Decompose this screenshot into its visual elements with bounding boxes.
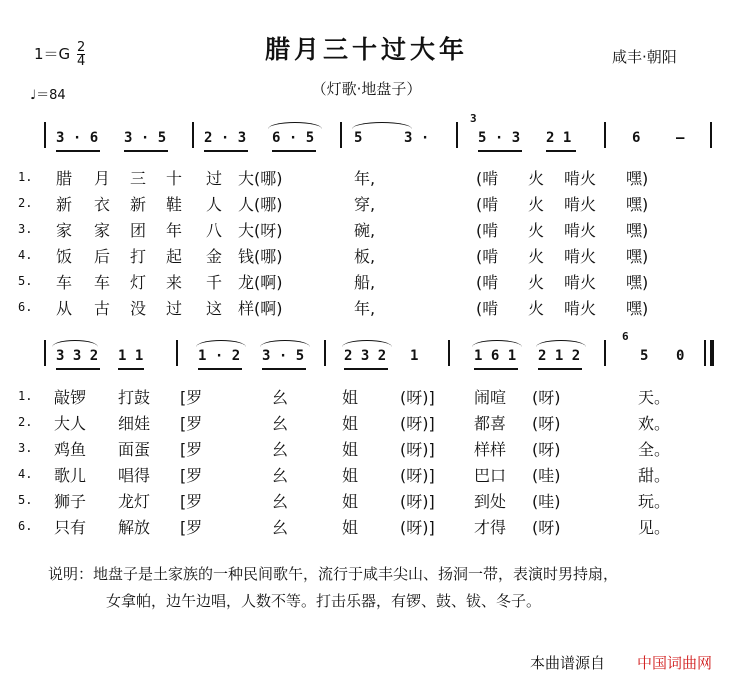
note-group: 3 3 2	[56, 348, 99, 364]
page-title: 腊月三十过大年	[264, 35, 468, 64]
time-top: 2	[76, 40, 86, 55]
lyric: (呀)]	[400, 466, 435, 485]
note-group: 2 1	[546, 130, 572, 146]
lyric: 新	[130, 195, 147, 214]
grace-note: 3	[470, 112, 477, 125]
lyric: (呀)	[532, 414, 561, 433]
slur	[536, 340, 586, 347]
lyric: 啃火	[564, 247, 597, 266]
note-group: 2 1 2	[538, 348, 581, 364]
verse-number: 4.	[18, 467, 33, 481]
lyric: (呀)]	[400, 388, 435, 407]
verse-number: 3.	[18, 441, 33, 455]
lyric: 细娃	[118, 414, 151, 433]
lyric: 腊	[56, 169, 73, 188]
lyric: 样(啊)	[238, 299, 283, 318]
lyric: 团	[130, 221, 147, 240]
lyric: 船,	[354, 273, 376, 292]
lyric: 从	[56, 299, 73, 318]
lyric: 年,	[354, 169, 376, 188]
note-group: 1 · 2	[198, 348, 241, 364]
beam	[118, 368, 144, 370]
lyric: 钱(哪)	[238, 247, 283, 266]
lyric: 年,	[354, 299, 376, 318]
lyric: 姐	[342, 440, 359, 459]
lyric: 龙(啊)	[238, 273, 283, 292]
slur	[472, 340, 522, 347]
lyric: 火	[528, 273, 545, 292]
lyric: 幺	[272, 492, 289, 511]
lyric: (啃	[476, 299, 499, 318]
beam	[204, 150, 248, 152]
lyric: 姐	[342, 518, 359, 537]
explanation-line-2: 女拿帕，边午边唱，人数不等。打击乐器，有锣、鼓、钹、冬子。	[106, 592, 542, 610]
lyric: (呀)]	[400, 518, 435, 537]
lyric: [罗	[180, 492, 203, 511]
lyric: 火	[528, 221, 545, 240]
barline	[340, 122, 342, 148]
lyric: [罗	[180, 414, 203, 433]
lyric: (啃	[476, 221, 499, 240]
lyric: (呀)]	[400, 414, 435, 433]
key-signature	[34, 41, 85, 68]
lyric: 姐	[342, 466, 359, 485]
note-group: 1 6 1	[474, 348, 517, 364]
beam	[198, 368, 242, 370]
lyric: 火	[528, 299, 545, 318]
lyric: 板,	[354, 247, 376, 266]
lyric: 火	[528, 247, 545, 266]
note-group: 5	[640, 348, 649, 364]
lyric: 姐	[342, 388, 359, 407]
lyric: 灯	[130, 273, 147, 292]
lyric: 啃火	[564, 195, 597, 214]
lyric: (哇)	[532, 492, 561, 511]
lyric: (哇)	[532, 466, 561, 485]
lyric: 新	[56, 195, 73, 214]
lyric: 千	[206, 273, 223, 292]
lyric: 幺	[272, 414, 289, 433]
barline	[710, 122, 712, 148]
note-group: 3 · 5	[124, 130, 167, 146]
lyric: 幺	[272, 466, 289, 485]
verse-number: 1.	[18, 170, 33, 184]
beam	[538, 368, 582, 370]
lyric: [罗	[180, 466, 203, 485]
tie	[352, 122, 412, 129]
verse-number: 3.	[18, 222, 33, 236]
slur	[196, 340, 246, 347]
grace-note: 6	[622, 330, 629, 343]
lyric: 啃火	[564, 221, 597, 240]
lyric: (呀)	[532, 388, 561, 407]
lyric: 歌儿	[54, 466, 87, 485]
barline	[44, 122, 46, 148]
lyric: 欢。	[638, 414, 671, 433]
lyric: 嘿)	[626, 169, 649, 188]
lyric: 啃火	[564, 273, 597, 292]
note-group: 2 · 3	[204, 130, 247, 146]
lyric: 样样	[474, 440, 507, 459]
lyric: 三	[130, 169, 147, 188]
lyric: 只有	[54, 518, 87, 537]
lyric: 到处	[474, 492, 507, 511]
verse-number: 6.	[18, 519, 33, 533]
credit: 咸丰·朝阳	[612, 48, 677, 66]
note-group: 1 1	[118, 348, 144, 364]
lyric: 人	[206, 195, 223, 214]
verse-number: 2.	[18, 415, 33, 429]
lyric: (呀)	[532, 518, 561, 537]
note-group: 5	[354, 130, 363, 146]
subtitle: （灯歌·地盘子）	[311, 80, 422, 98]
lyric: 打鼓	[118, 388, 151, 407]
note-group: 3 · 5	[262, 348, 305, 364]
lyric: 这	[206, 299, 223, 318]
lyric: 幺	[272, 440, 289, 459]
lyric: (呀)]	[400, 440, 435, 459]
lyric: 家	[94, 221, 111, 240]
source-link[interactable]: 中国词曲网	[637, 654, 713, 672]
barline	[704, 340, 706, 366]
beam	[272, 150, 316, 152]
note-group: 0	[676, 348, 685, 364]
barline	[324, 340, 326, 366]
verse-number: 4.	[18, 248, 33, 262]
lyric: 唱得	[118, 466, 151, 485]
lyric: 玩。	[638, 492, 671, 511]
note-group: 2 3 2	[344, 348, 387, 364]
lyric: 饭	[56, 247, 73, 266]
lyric: 见。	[638, 518, 671, 537]
note-group: 1	[410, 348, 419, 364]
lyric: 解放	[118, 518, 151, 537]
lyric: (啃	[476, 247, 499, 266]
beam	[262, 368, 306, 370]
lyric: 过	[166, 299, 183, 318]
slur	[342, 340, 392, 347]
lyric: 幺	[272, 518, 289, 537]
lyric: 嘿)	[626, 195, 649, 214]
slur	[268, 122, 322, 129]
lyric: 家	[56, 221, 73, 240]
tempo-mark: ♩＝84	[30, 88, 66, 103]
lyric: 古	[94, 299, 111, 318]
source-label: 本曲谱源自	[530, 654, 606, 672]
lyric: 面蛋	[118, 440, 151, 459]
lyric: 全。	[638, 440, 671, 459]
lyric: 碗,	[354, 221, 376, 240]
note-group: 3 ·	[404, 130, 430, 146]
barline	[604, 340, 606, 366]
lyric: 狮子	[54, 492, 87, 511]
beam	[124, 150, 168, 152]
lyric: 车	[56, 273, 73, 292]
slur	[52, 340, 98, 347]
final-barline	[710, 340, 714, 366]
lyric: (呀)]	[400, 492, 435, 511]
lyric: 嘿)	[626, 247, 649, 266]
barline	[604, 122, 606, 148]
lyric: 才得	[474, 518, 507, 537]
slur	[260, 340, 310, 347]
lyric: 过	[206, 169, 223, 188]
lyric: 来	[166, 273, 183, 292]
lyric: 起	[166, 247, 183, 266]
lyric: [罗	[180, 388, 203, 407]
lyric: 幺	[272, 388, 289, 407]
lyric: 十	[166, 169, 183, 188]
beam	[478, 150, 522, 152]
beam	[546, 150, 576, 152]
lyric: 月	[94, 169, 111, 188]
lyric: [罗	[180, 518, 203, 537]
lyric: 火	[528, 195, 545, 214]
verse-number: 5.	[18, 274, 33, 288]
key-label: 1＝G	[34, 45, 71, 63]
lyric: 龙灯	[118, 492, 151, 511]
lyric: 啃火	[564, 299, 597, 318]
note-group: 5 · 3	[478, 130, 521, 146]
lyric: (啃	[476, 273, 499, 292]
barline	[448, 340, 450, 366]
lyric: 姐	[342, 492, 359, 511]
lyric: 闹喧	[474, 388, 507, 407]
lyric: 甜。	[638, 466, 671, 485]
lyric: 大(哪)	[238, 169, 283, 188]
verse-number: 2.	[18, 196, 33, 210]
beam	[344, 368, 388, 370]
time-bottom: 4	[76, 54, 86, 69]
verse-number: 1.	[18, 389, 33, 403]
lyric: 年	[166, 221, 183, 240]
verse-number: 6.	[18, 300, 33, 314]
lyric: 天。	[638, 388, 671, 407]
note-group: 3 · 6	[56, 130, 99, 146]
lyric: (啃	[476, 195, 499, 214]
lyric: 金	[206, 247, 223, 266]
lyric: 都喜	[474, 414, 507, 433]
barline	[44, 340, 46, 366]
lyric: 嘿)	[626, 221, 649, 240]
lyric: 打	[130, 247, 147, 266]
lyric: 巴口	[474, 466, 507, 485]
lyric: 鸡鱼	[54, 440, 87, 459]
lyric: 车	[94, 273, 111, 292]
lyric: 嘿)	[626, 299, 649, 318]
time-signature	[77, 41, 85, 68]
verse-number: 5.	[18, 493, 33, 507]
beam	[56, 368, 100, 370]
lyric: 大人	[54, 414, 87, 433]
beam	[56, 150, 100, 152]
barline	[456, 122, 458, 148]
barline	[192, 122, 194, 148]
lyric: 大(呀)	[238, 221, 283, 240]
lyric: 嘿)	[626, 273, 649, 292]
lyric: 后	[94, 247, 111, 266]
lyric: 敲锣	[54, 388, 87, 407]
lyric: 啃火	[564, 169, 597, 188]
beam	[474, 368, 518, 370]
lyric: 衣	[94, 195, 111, 214]
lyric: (啃	[476, 169, 499, 188]
lyric: 火	[528, 169, 545, 188]
lyric: 鞋	[166, 195, 183, 214]
lyric: 没	[130, 299, 147, 318]
lyric: (呀)	[532, 440, 561, 459]
note-group: —	[676, 130, 685, 146]
lyric: 姐	[342, 414, 359, 433]
note-group: 6	[632, 130, 641, 146]
note-group: 6 · 5	[272, 130, 315, 146]
lyric: 穿,	[354, 195, 376, 214]
explanation-line-1: 说明：地盘子是土家族的一种民间歌午，流行于咸丰尖山、扬洞一带，表演时男持扇，	[48, 565, 619, 583]
lyric: [罗	[180, 440, 203, 459]
lyric: 人(哪)	[238, 195, 283, 214]
barline	[176, 340, 178, 366]
lyric: 八	[206, 221, 223, 240]
